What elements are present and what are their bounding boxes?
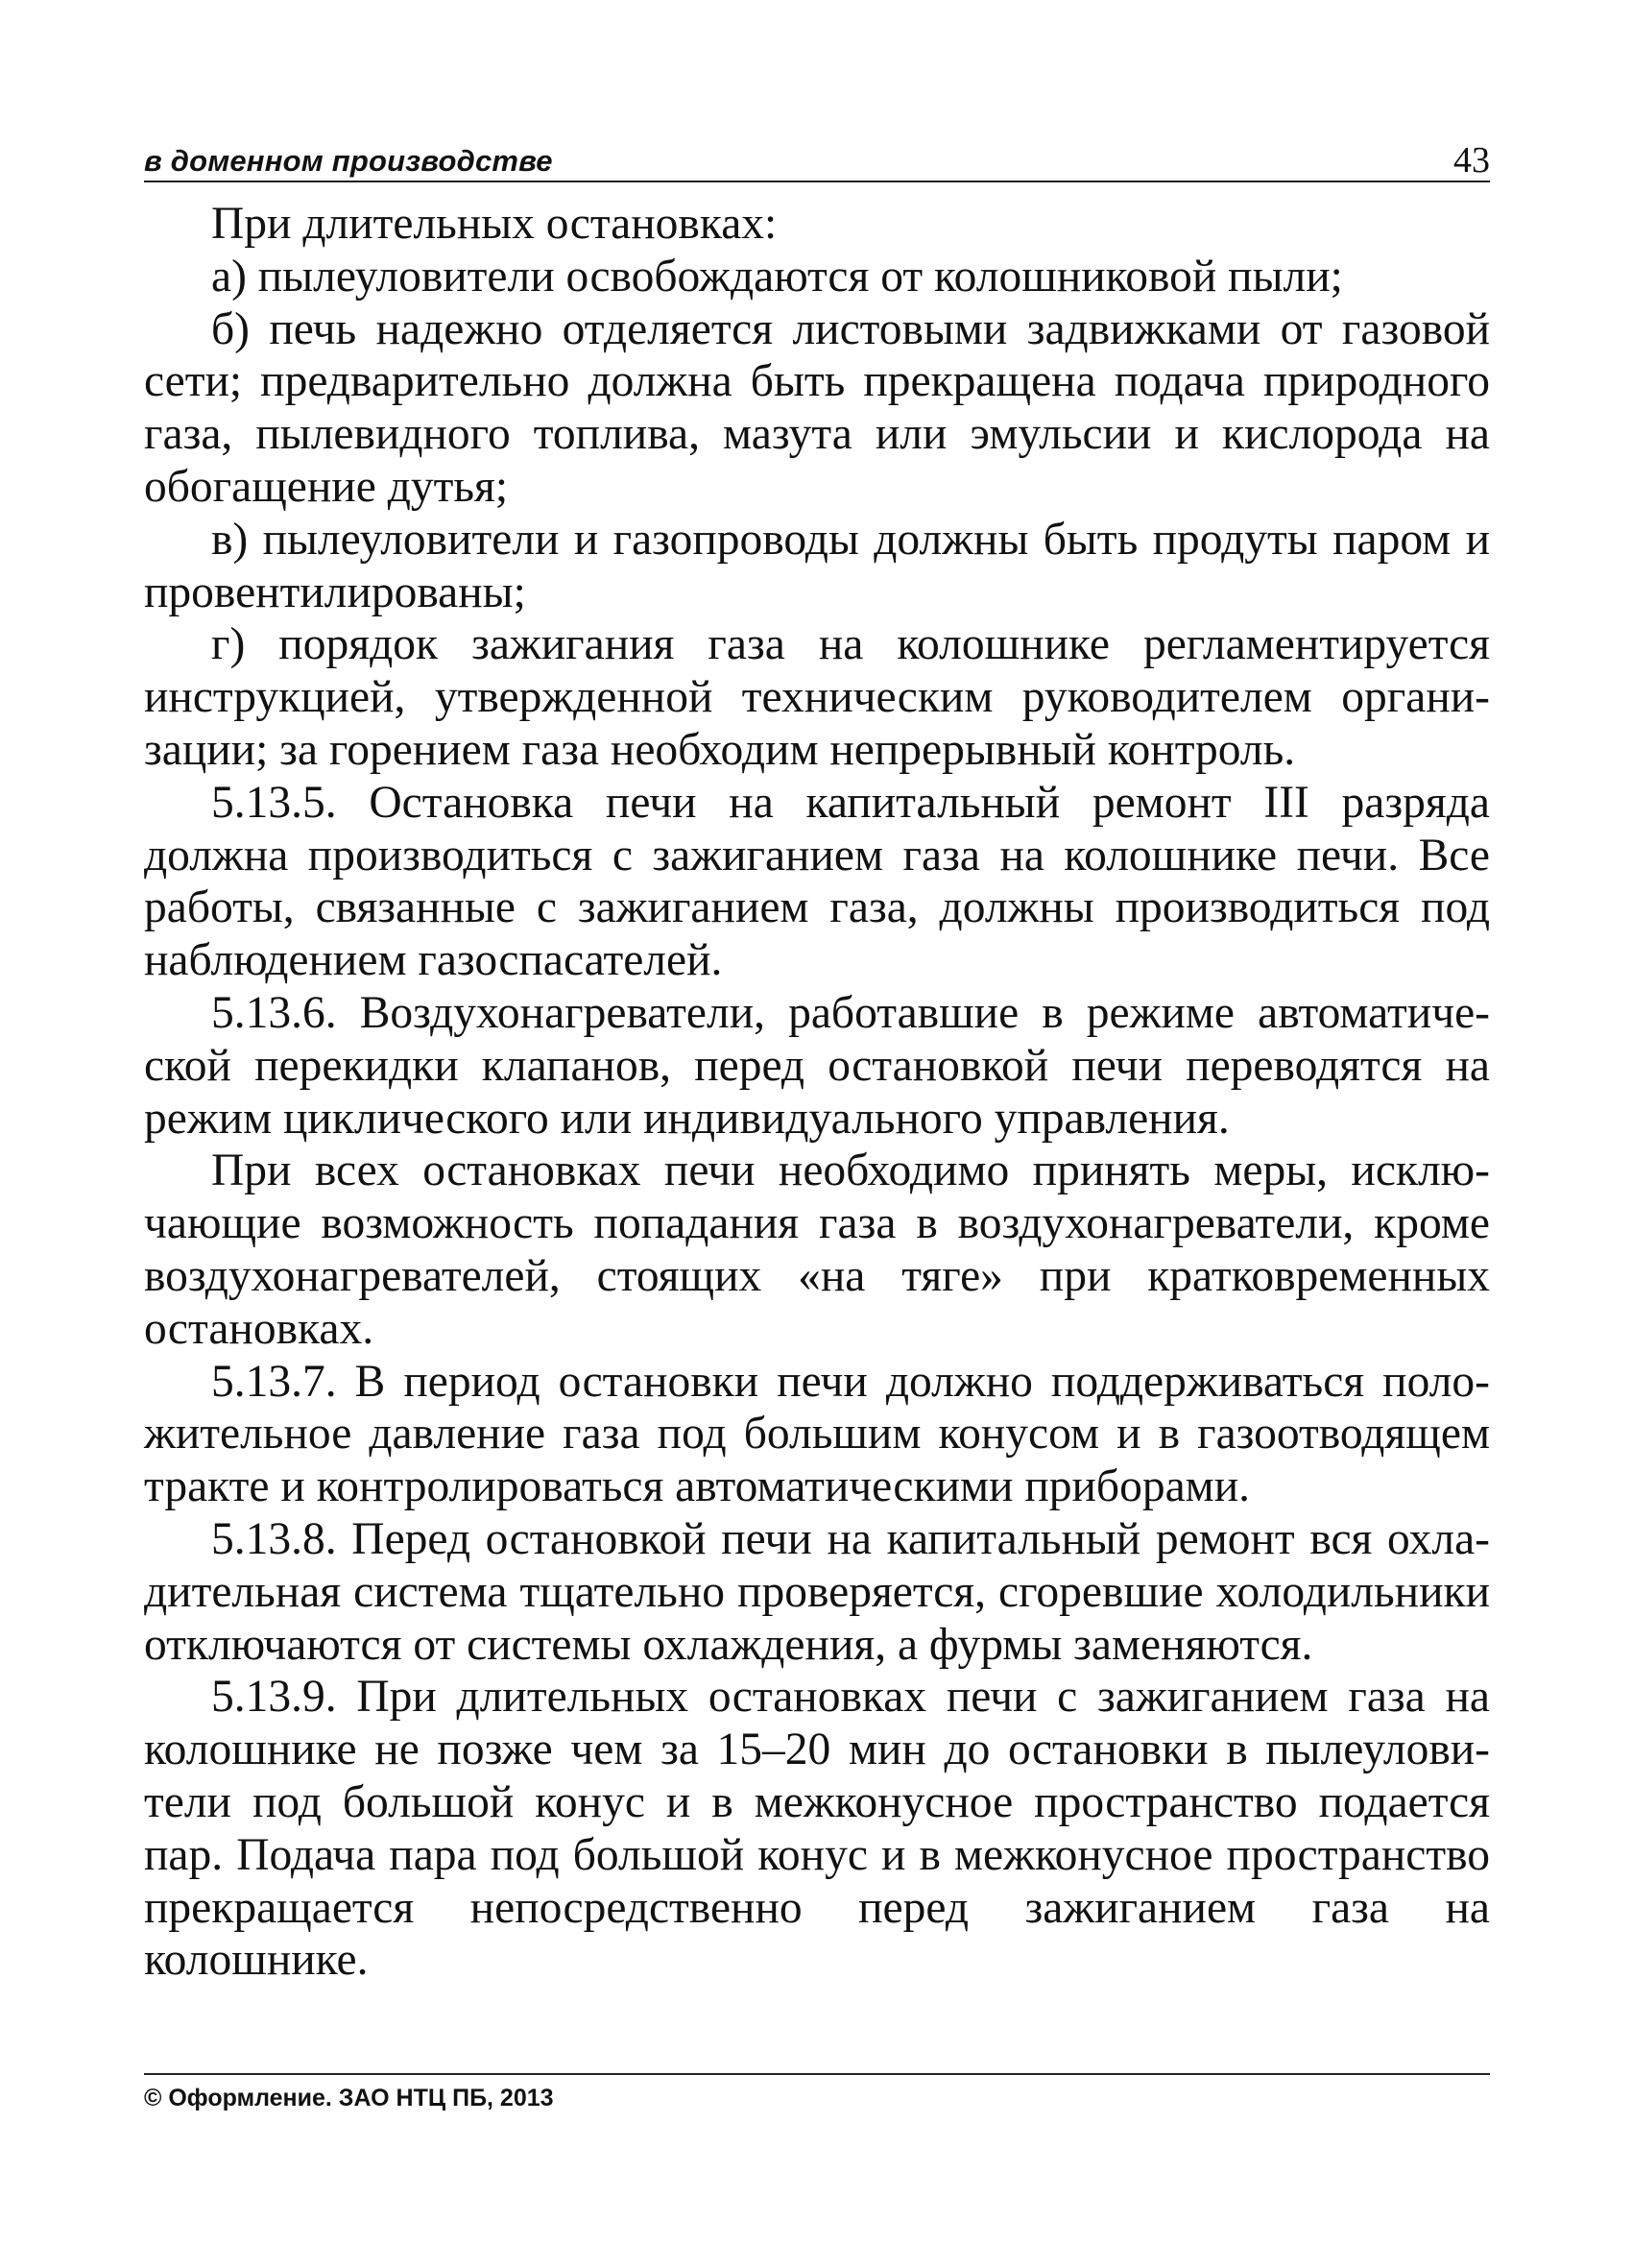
copyright-notice: © Оформление. ЗАО НТЦ ПБ, 2013 xyxy=(144,2085,554,2111)
paragraph: При длительных остановках: xyxy=(211,199,778,249)
paragraph: а) пылеуловители освобождаются от колошниковой пыли; xyxy=(211,251,1343,302)
page-footer xyxy=(144,2073,1490,2112)
page-number: 43 xyxy=(1453,140,1490,181)
paragraph: г) порядок зажигания газа на колошнике регламентируется инструкцией, утвержденной техническим руководителем организации; за горением газа необходим непрерывный контроль. xyxy=(144,619,1490,775)
paragraph: б) печь надежно отделяется листовыми задвижками от газовой сети; предварительно должна быть прекращена подача природного газа, пылевидного топлива, мазута или эмульсии и кислорода на обогащение дутья; xyxy=(144,303,1490,512)
running-title: в доменном производстве xyxy=(144,144,553,178)
document-page xyxy=(144,134,1490,2151)
paragraph: 5.13.6. Воздухонагреватели, работавшие в режиме автоматической перекидки клапанов, перед остановкой печи переводятся на режим циклического или индивидуального управления. xyxy=(144,987,1490,1144)
paragraph: 5.13.8. Перед остановкой печи на капитальный ремонт вся охладительная система тщательно проверяется, сгоревшие холодильники отключаются от системы охлаждения, а фурмы заменяются. xyxy=(144,1513,1490,1670)
paragraph: 5.13.5. Остановка печи на капитальный ремонт III разряда должна производиться с зажиганием газа на колошнике печи. Все работы, связанные с зажиганием газа, должны производиться под наблюдением газоспасателей. xyxy=(144,777,1490,986)
paragraph: При всех остановках печи необходимо принять меры, исключающие возможность попадания газа в воздухонагреватели, кроме воздухонагревателей, стоящих «на тяге» при кратковременных остановках. xyxy=(144,1146,1490,1354)
paragraph: 5.13.9. При длительных остановках печи с зажиганием газа на колошнике не позже чем за 15–20 мин до остановки в пылеуловители под большой конус и в межконусное пространство подается пар. Подача пара под большой конус и в межконусное пространство прекращается непосредственно перед зажиганием газа на колошнике. xyxy=(144,1672,1490,1986)
paragraph: в) пылеуловители и газопроводы должны быть продуты паром и провентилированы; xyxy=(144,514,1490,617)
paragraph: 5.13.7. В период остановки печи должно поддерживаться положительное давление газа под большим конусом и в газоотводящем тракте и контролироваться автоматическими приборами. xyxy=(144,1356,1490,1512)
running-header xyxy=(144,134,1490,182)
body-text xyxy=(144,198,1490,1987)
